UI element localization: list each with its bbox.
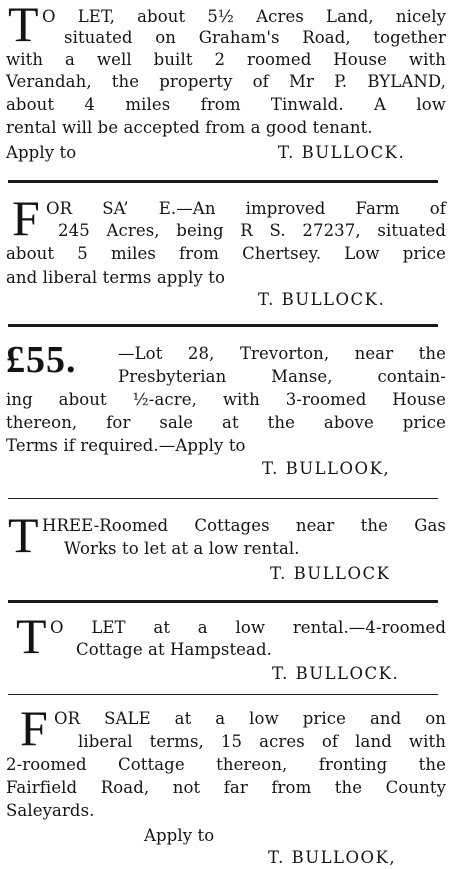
apply-to-label: Apply to (144, 826, 215, 845)
ad-text-line: liberal terms, 15 acres of land with (78, 732, 446, 751)
ad-text-line: Fairfield Road, not far from the County (6, 778, 446, 797)
ad-text-line: OR SALE at a low price and on (54, 709, 446, 728)
price-headline: £55. (6, 339, 77, 381)
column-divider (8, 180, 438, 183)
advertiser-signature: T. BULLOCK. (278, 143, 406, 162)
ad-text-line: situated on Graham's Road, together (64, 28, 446, 47)
drop-cap: T (16, 608, 47, 664)
ad-text-line: thereon, for sale at the above price (6, 413, 446, 432)
ad-text-line: about 4 miles from Tinwald. A low (6, 95, 446, 114)
drop-cap: F (20, 700, 48, 756)
drop-cap: T (8, 507, 39, 563)
column-divider (8, 694, 438, 695)
ad-text-line: with a well built 2 roomed House with (6, 50, 446, 69)
ad-text-line: rental will be accepted from a good tenant. (6, 118, 373, 137)
ad-text-line: about 5 miles from Chertsey. Low price (6, 244, 446, 263)
ad-text-line: Verandah, the property of Mr P. BYLAND, (6, 72, 446, 91)
ad-text-line: Presbyterian Manse, contain- (118, 367, 446, 386)
ad-text-line: 2-roomed Cottage thereon, fronting the (6, 755, 446, 774)
drop-cap: T (8, 0, 39, 52)
apply-to-label: Apply to (6, 143, 77, 162)
ad-text-line: Terms if required.—Apply to (6, 436, 246, 455)
advertiser-signature: T. BULLOCK (270, 564, 391, 583)
ad-text-line: ing about ½-acre, with 3-roomed House (6, 390, 446, 409)
advertiser-signature: T. BULLOCK. (272, 664, 400, 683)
ad-text-line: Cottage at Hampstead. (76, 640, 272, 659)
ad-text-line: and liberal terms apply to (6, 268, 226, 287)
column-divider (8, 498, 438, 499)
advertiser-signature: T. BULLOOK, (268, 848, 397, 867)
drop-cap: F (12, 190, 40, 246)
advertiser-signature: T. BULLOOK, (262, 459, 391, 478)
ad-text-line: Saleyards. (6, 801, 95, 820)
advertiser-signature: T. BULLOCK. (258, 290, 386, 309)
ad-text-line: O LET at a low rental.—4-roomed (50, 618, 446, 637)
ad-text-line: —Lot 28, Trevorton, near the (118, 344, 446, 363)
ad-text-line: OR SA’ E.—An improved Farm of (46, 199, 446, 218)
ad-text-line: Works to let at a low rental. (64, 539, 300, 558)
ad-text-line: O LET, about 5½ Acres Land, nicely (42, 7, 446, 26)
column-divider (8, 600, 438, 603)
column-divider (8, 324, 438, 327)
ad-text-line: HREE-Roomed Cottages near the Gas (42, 516, 446, 535)
ad-text-line: 245 Acres, being R S. 27237, situated (58, 221, 446, 240)
